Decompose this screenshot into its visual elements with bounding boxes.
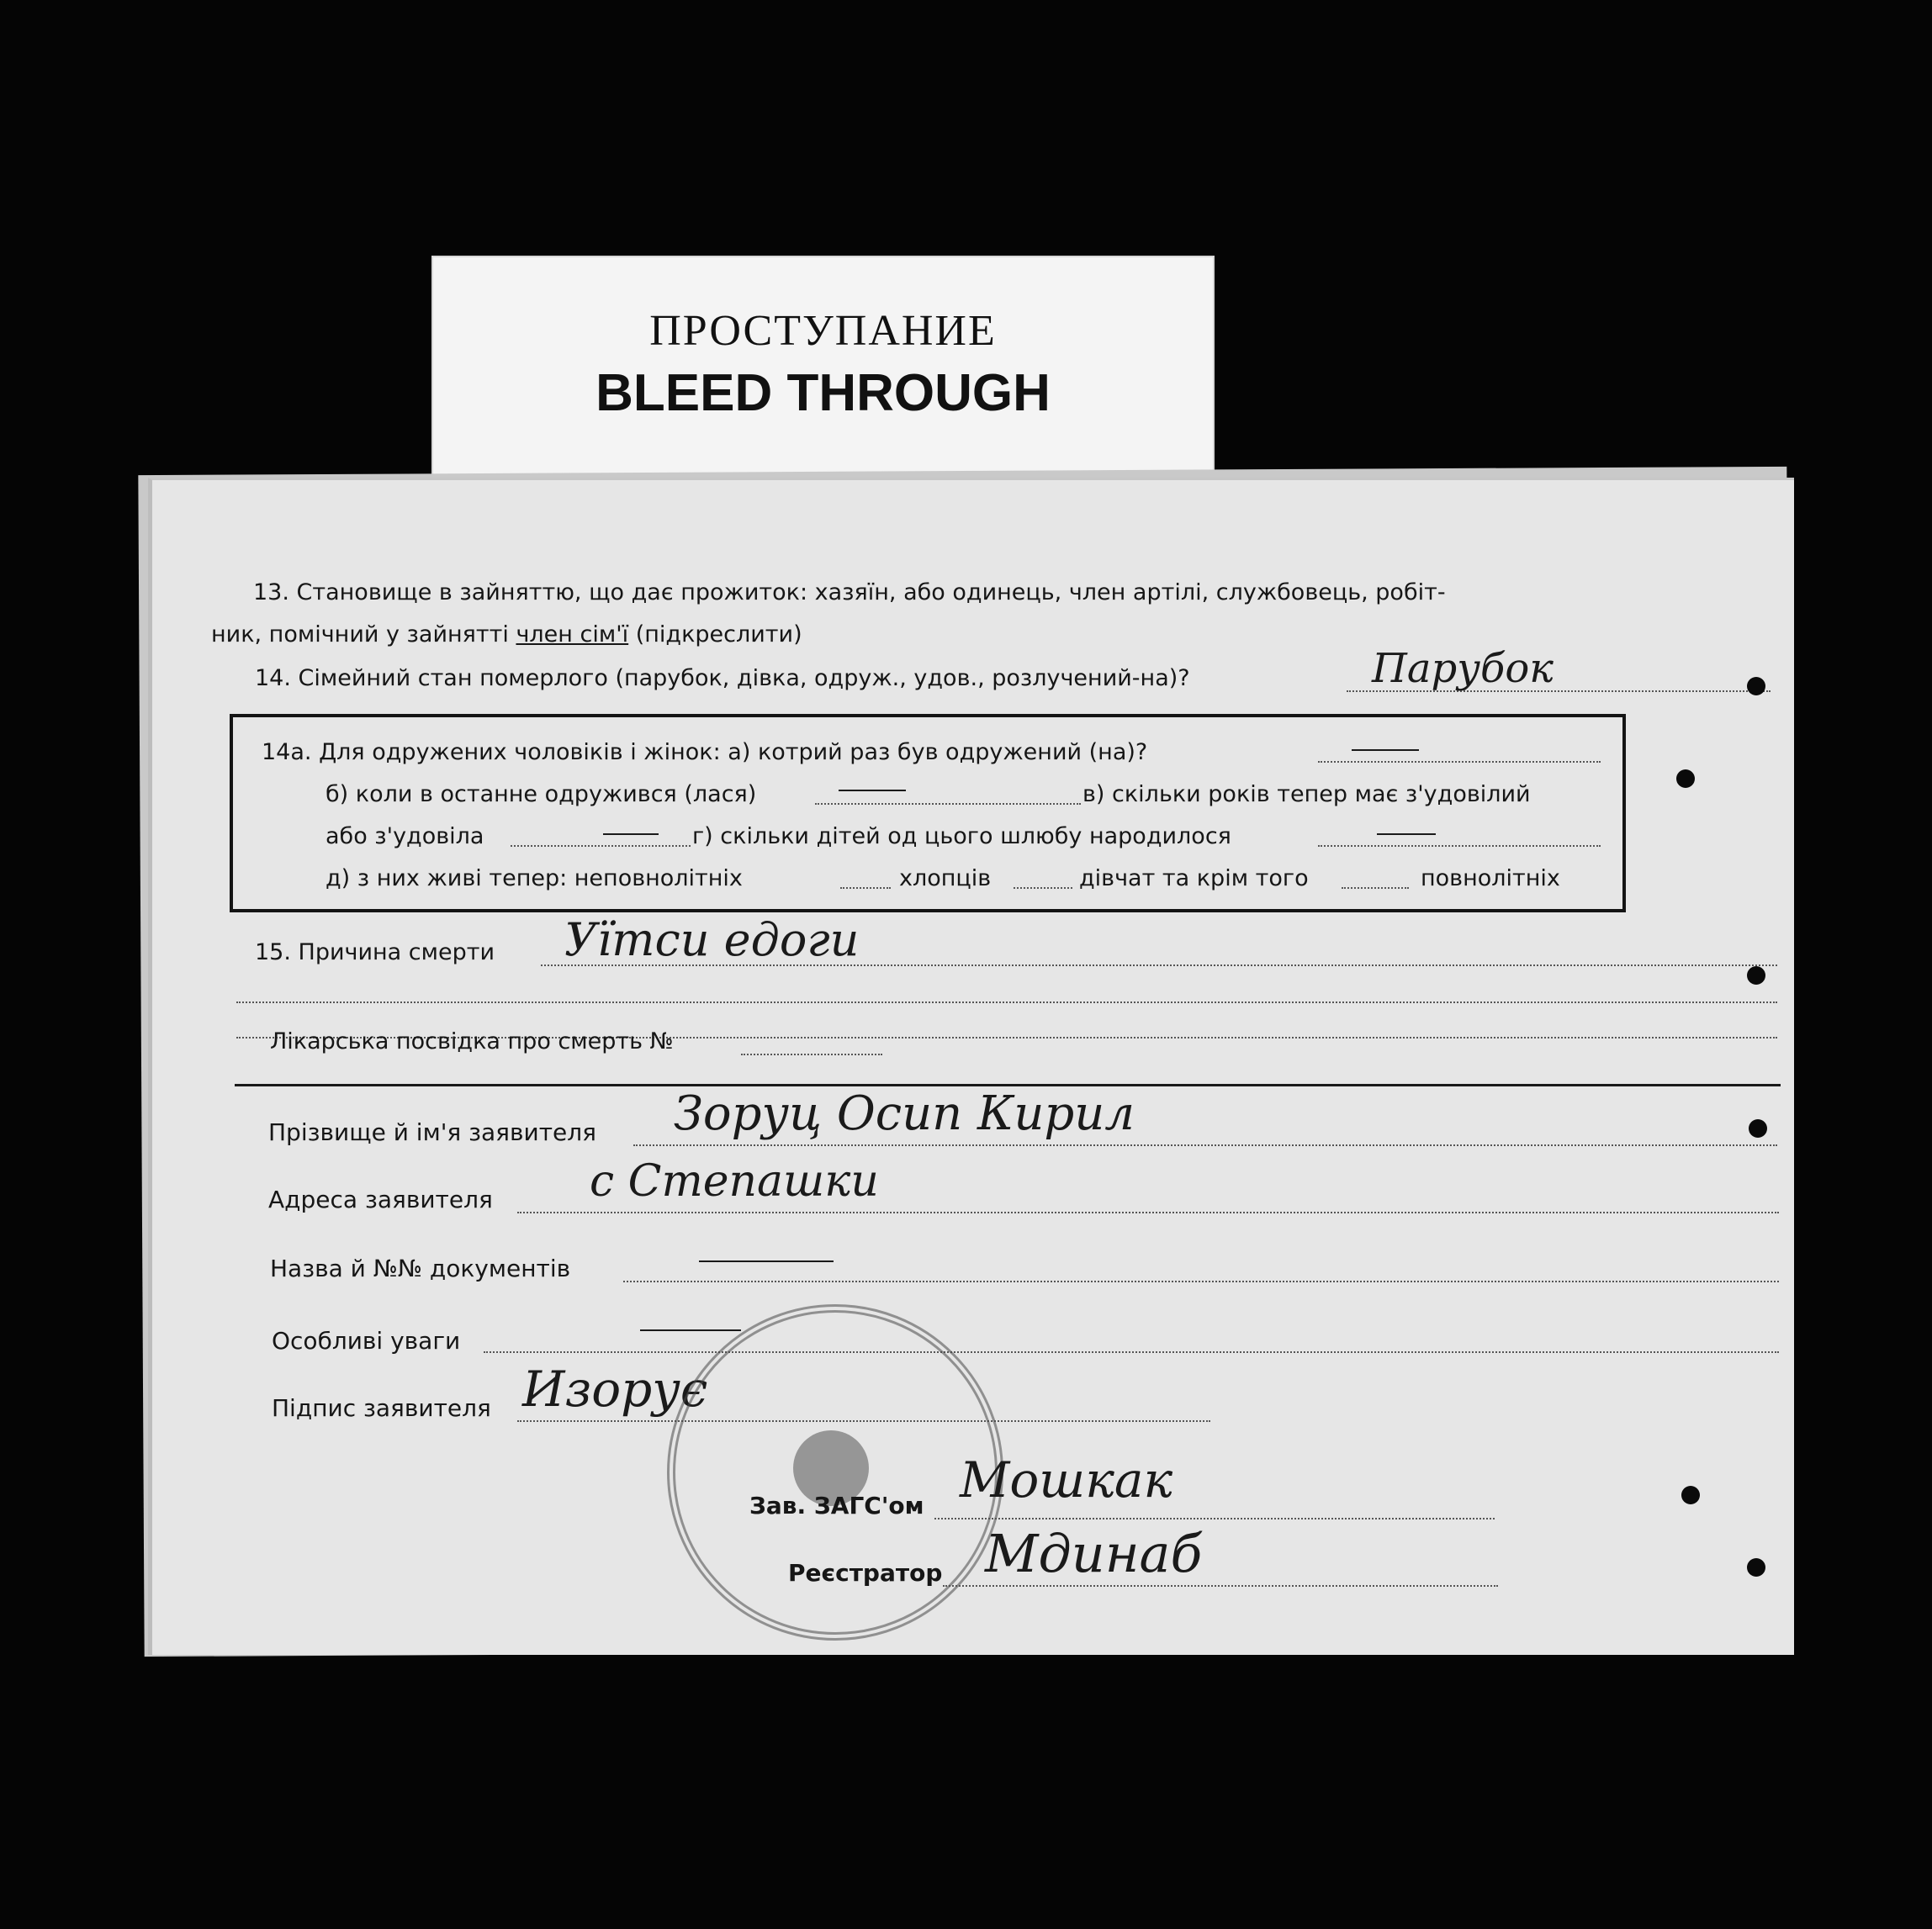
registrar-label: Реєстратор [788,1559,943,1587]
q14a-line3-dash-a [603,833,659,835]
binding-hole [1747,677,1765,695]
applicant-signature-label: Підпис заявителя [272,1394,491,1422]
applicant-name-handwritten: Зоруц Осип Кирил [674,1086,1135,1141]
q14a-line4-dots-a [840,887,891,889]
registrar-signature-line [943,1585,1498,1587]
q13-line1: 13. Становище в зайняттю, що дає прожиток: хазяїн, або одинець, член артілі, службовець, робіт- [253,579,1446,605]
documents-label: Назва й №№ документів [270,1255,571,1282]
q14a-line3-b: г) скільки дітей од цього шлюбу народилося [692,823,1231,849]
q14-label: 14. Сімейний стан померлого (парубок, дівка, одруж., удов., розлучений-на)? [255,665,1190,691]
applicant-address-label: Адреса заявителя [268,1186,493,1213]
q13-line2-suffix: (підкреслити) [628,621,802,647]
q15-handwritten-answer: Уїтси едоги [564,913,860,966]
remarks-label: Особливі уваги [272,1327,461,1355]
applicant-address-line [517,1212,1779,1213]
q14-handwritten-answer: Парубок [1372,645,1554,692]
q14a-line4-dots-b [1014,887,1072,889]
bleed-through-label-card [431,256,1215,481]
q14a-line4-c: дівчат та крім того [1079,865,1309,891]
medical-certificate-label: Лікарська посвідка про смерть № [270,1028,674,1054]
q14a-line4-a: д) з них живі тепер: неповнолітніх [326,865,743,891]
q14a-line1-dots [1318,761,1601,763]
q14a-line1: 14а. Для одружених чоловіків і жінок: а) котрий раз був одружений (на)? [262,739,1148,765]
documents-line [623,1281,1779,1282]
q15-label: 15. Причина смерти [255,939,495,965]
head-zags-signature-line [934,1518,1495,1519]
binding-hole [1747,1558,1765,1577]
applicant-name-line [633,1144,1777,1146]
q15-extra-line-1 [236,1001,1777,1003]
applicant-name-label: Прізвище й ім'я заявителя [268,1118,597,1146]
applicant-signature-handwritten: Изорує [522,1361,708,1418]
q14a-line2-a: б) коли в останне одружився (лася) [326,781,757,807]
head-zags-signature: Мошкак [960,1451,1173,1509]
remarks-line [484,1351,1779,1353]
official-seal-stamp [667,1304,1003,1641]
q14a-line4-dots-c [1342,887,1409,889]
applicant-address-handwritten: с Степашки [590,1156,879,1207]
q13-line2 [211,623,802,646]
q13-line2-prefix: ник, помічний у зайнятті [211,621,516,647]
q14a-line2-b: в) скільки років тепер має з'удовілий [1082,781,1531,807]
label-english: BLEED THROUGH [595,364,1051,422]
label-russian: ПРОСТУПАНИЕ [649,307,997,355]
q14a-line2-dash [839,790,906,791]
binding-hole [1749,1119,1767,1138]
remarks-dash [640,1329,741,1331]
q14a-line3-a: або з'удовіла [326,823,484,849]
medical-certificate-line [741,1054,882,1055]
q14a-line3-dots-b [1318,845,1601,847]
binding-hole [1747,966,1765,985]
registrar-signature: Мдинаб [985,1523,1203,1584]
documents-dash [699,1260,834,1262]
binding-hole [1681,1486,1700,1504]
head-zags-label: Зав. ЗАГС'ом [749,1492,924,1519]
q14a-line3-dots-a [511,845,691,847]
q14a-line2-dots [815,803,1081,805]
q14a-box [230,714,1626,912]
q14a-line1-dash [1352,749,1419,751]
q14a-line4-b: хлопців [899,865,992,891]
death-record-form-sheet [148,478,1794,1655]
q13-underlined-choice: член сім'ї [516,621,629,647]
binding-hole [1676,769,1695,788]
q14a-line4-d: повнолітніх [1421,865,1560,891]
q14a-line3-dash-b [1377,833,1436,835]
